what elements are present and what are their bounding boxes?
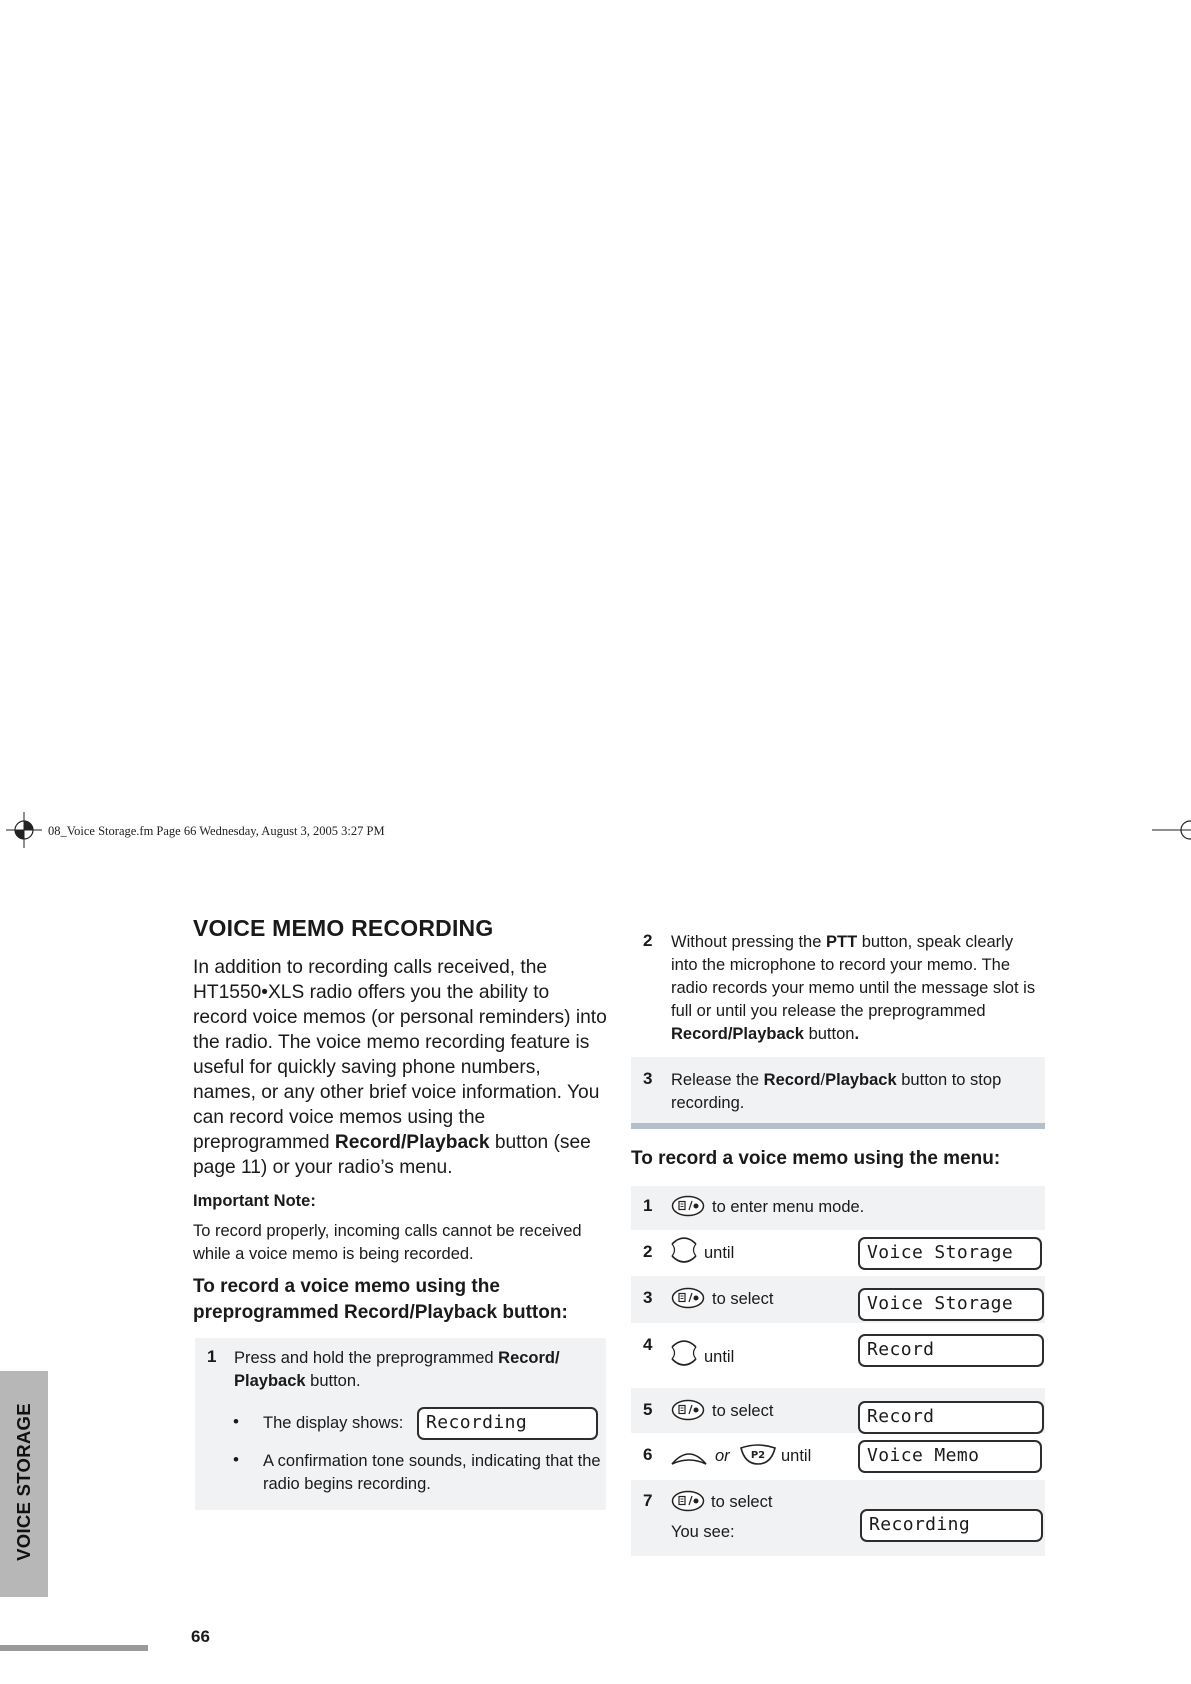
menu-ok-icon xyxy=(671,1399,705,1421)
intro-text-end: button (see page 11) or your radio’s menu. xyxy=(193,1132,591,1178)
lcd-display: Record xyxy=(858,1401,1044,1434)
step-text-part: button, speak clearly into the microphone to record your memo. The radio records your memo until the message slot is full or until you release the preprogrammed xyxy=(671,933,1036,1020)
step-text-part: button. xyxy=(305,1372,361,1390)
step-text xyxy=(671,1069,1041,1115)
step-text-part: Without pressing the xyxy=(671,933,826,951)
or-text: or xyxy=(715,1447,730,1465)
step-text: to select xyxy=(712,1402,774,1420)
footer-bar xyxy=(0,1645,148,1651)
step-text: to select xyxy=(711,1493,773,1511)
step-text xyxy=(234,1347,594,1393)
note-body: To record properly, incoming calls cannot be received while a voice memo is being recorded. xyxy=(193,1222,582,1263)
step-text: until xyxy=(781,1447,812,1465)
menu-ok-icon xyxy=(671,1287,705,1309)
step-text xyxy=(671,931,1041,1046)
step-text-part: Release the xyxy=(671,1071,764,1089)
step-text-part: button to stop recording. xyxy=(671,1071,1002,1112)
bullet-text: The display shows: xyxy=(263,1414,404,1432)
page-number: 66 xyxy=(191,1627,210,1646)
page-title: VOICE MEMO RECORDING xyxy=(193,915,494,941)
left-softkey-icon xyxy=(670,1447,708,1467)
step-text-part: Press and hold the preprogrammed xyxy=(234,1349,499,1367)
step-text-bold: Playback xyxy=(825,1071,897,1089)
scroll-icon xyxy=(669,1335,699,1371)
step-number: 3 xyxy=(643,1288,653,1307)
step-number: 1 xyxy=(207,1347,217,1366)
menu-ok-icon xyxy=(671,1490,705,1512)
step-text-bold: . xyxy=(854,1025,860,1043)
menu-section-heading: To record a voice memo using the menu: xyxy=(631,1148,1001,1169)
bullet: • xyxy=(233,1412,239,1431)
section-tab xyxy=(0,1371,48,1597)
bullet-text: A confirmation tone sounds, indicating that the radio begins recording. xyxy=(263,1452,601,1493)
button-section-heading: To record a voice memo using the preprogrammed Record/Playback button: xyxy=(193,1276,568,1323)
step-number: 2 xyxy=(643,931,653,950)
step-subtext: You see: xyxy=(671,1523,735,1541)
lcd-display: Recording xyxy=(417,1407,598,1440)
step-number: 1 xyxy=(643,1196,653,1215)
step-text-part: / xyxy=(820,1071,826,1089)
bullet: • xyxy=(233,1450,239,1469)
step-number: 3 xyxy=(643,1069,653,1088)
step-text-bold: Record/Playback xyxy=(671,1025,804,1043)
section-tab-label: VOICE STORAGE xyxy=(13,1403,34,1561)
lcd-display: Voice Storage xyxy=(858,1237,1042,1270)
lcd-display: Recording xyxy=(860,1509,1043,1542)
step-text-part: button xyxy=(803,1025,855,1043)
intro-paragraph xyxy=(193,955,608,1180)
lcd-display: Record xyxy=(858,1334,1044,1367)
step-number: 6 xyxy=(643,1445,653,1464)
lcd-display: Voice Storage xyxy=(858,1288,1044,1321)
menu-ok-icon xyxy=(671,1195,705,1217)
crop-mark-icon xyxy=(6,812,42,848)
step-number: 2 xyxy=(643,1242,653,1261)
step-text: to enter menu mode. xyxy=(712,1198,865,1216)
step-number: 4 xyxy=(643,1335,653,1354)
step-text-bold: PTT xyxy=(826,933,858,951)
step-text-bold: Record/ Playback xyxy=(234,1349,560,1390)
step-text: until xyxy=(704,1244,735,1262)
p2-key-label: P2 xyxy=(750,1450,766,1461)
step-number: 5 xyxy=(643,1400,653,1419)
note-heading: Important Note: xyxy=(193,1192,316,1210)
lcd-display: Voice Memo xyxy=(858,1440,1042,1473)
file-header: 08_Voice Storage.fm Page 66 Wednesday, August 3, 2005 3:27 PM xyxy=(48,824,385,838)
intro-text: In addition to recording calls received, the HT1550•XLS radio offers you the ability to record voice memos (or personal reminders) into the radio. The voice memo recording feature is useful for quickly saving phone numbers, names, or any other brief voice information. You can record voice memos using the preprogrammed xyxy=(193,957,607,1153)
step-number: 7 xyxy=(643,1491,653,1510)
step-text: to select xyxy=(712,1290,774,1308)
step-text: until xyxy=(704,1348,735,1366)
intro-bold: Record/Playback xyxy=(334,1132,490,1153)
step-text-bold: Record xyxy=(763,1071,821,1089)
scroll-icon xyxy=(669,1232,699,1268)
p2-key-icon xyxy=(739,1444,777,1466)
section-divider xyxy=(631,1123,1045,1129)
crop-mark-icon xyxy=(1152,812,1191,848)
